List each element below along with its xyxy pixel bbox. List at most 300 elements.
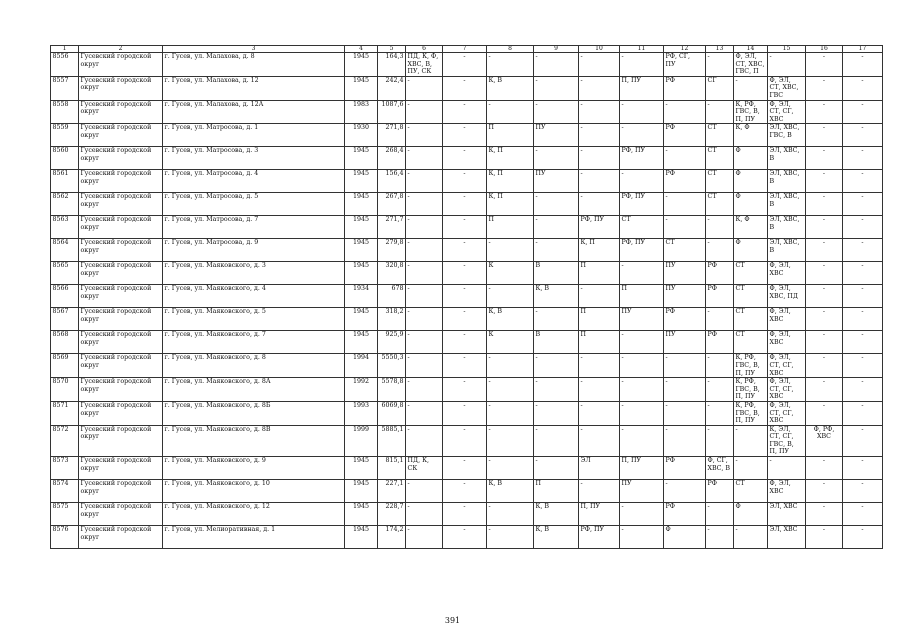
table-cell-col-9: - (534, 425, 579, 456)
table-cell-col-2: Гусевский городской округ (79, 503, 163, 526)
table-cell-col-15: Ф, ЭЛ, ХВС (768, 331, 806, 354)
table-cell-col-11: П, ПУ (620, 457, 664, 480)
table-cell-col-2: Гусевский городской округ (79, 354, 163, 378)
table-cell-col-13: СГ (706, 76, 734, 100)
table-cell-col-15: Ф, ЭЛ, СТ, СГ, ХВС (768, 354, 806, 378)
table-cell-col-2: Гусевский городской округ (79, 193, 163, 216)
table-cell-col-6: - (406, 480, 443, 503)
table-cell-col-14: К, Ф (734, 124, 768, 147)
table-cell-col-9: - (534, 147, 579, 170)
table-cell-col-5: 279,8 (378, 239, 406, 262)
table-cell-col-7: - (443, 216, 487, 239)
table-cell-col-1: 8559 (51, 124, 79, 147)
table-cell-col-7: - (443, 457, 487, 480)
table-cell-col-10: П (579, 331, 620, 354)
table-cell-col-14: СТ (734, 331, 768, 354)
table-cell-col-15: Ф, ЭЛ, ХВС (768, 262, 806, 285)
table-cell-col-17: - (843, 100, 883, 124)
table-cell-col-14: Ф (734, 503, 768, 526)
table-cell-col-7: - (443, 425, 487, 456)
table-cell-col-7: - (443, 53, 487, 77)
table-cell-col-10: РФ, ПУ (579, 526, 620, 549)
table-cell-col-17: - (843, 239, 883, 262)
table-cell-col-3: г. Гусев, ул. Маяковского, д. 7 (163, 331, 345, 354)
table-cell-col-7: - (443, 526, 487, 549)
table-cell-col-13: - (706, 425, 734, 456)
table-cell-col-5: 268,4 (378, 147, 406, 170)
table-cell-col-11: П (620, 285, 664, 308)
table-cell-col-11: - (620, 401, 664, 425)
table-row (51, 285, 883, 308)
table-cell-col-1: 8556 (51, 53, 79, 77)
table-cell-col-15: - (768, 457, 806, 480)
table-cell-col-11: - (620, 53, 664, 77)
table-cell-col-5: 164,3 (378, 53, 406, 77)
table-cell-col-6: - (406, 239, 443, 262)
table-cell-col-15: ЭЛ, ХВС, В (768, 170, 806, 193)
table-cell-col-6: - (406, 124, 443, 147)
table-row (51, 331, 883, 354)
table-cell-col-16: - (806, 239, 843, 262)
table-cell-col-6: - (406, 100, 443, 124)
table-row (51, 503, 883, 526)
table-cell-col-5: 925,9 (378, 331, 406, 354)
table-row (51, 147, 883, 170)
table-cell-col-4: 1945 (345, 76, 378, 100)
table-cell-col-16: - (806, 193, 843, 216)
table-cell-col-16: - (806, 76, 843, 100)
table-cell-col-1: 8566 (51, 285, 79, 308)
table-cell-col-6: - (406, 308, 443, 331)
table-cell-col-3: г. Гусев, ул. Маяковского, д. 3 (163, 262, 345, 285)
table-cell-col-9: П (534, 480, 579, 503)
table-cell-col-14: - (734, 457, 768, 480)
table-cell-col-5: 815,1 (378, 457, 406, 480)
table-cell-col-4: 1945 (345, 53, 378, 77)
table-cell-col-2: Гусевский городской округ (79, 53, 163, 77)
column-header-1: 1 (51, 46, 79, 53)
table-cell-col-2: Гусевский городской округ (79, 285, 163, 308)
table-row (51, 216, 883, 239)
table-cell-col-4: 1945 (345, 503, 378, 526)
table-cell-col-2: Гусевский городской округ (79, 124, 163, 147)
table-cell-col-10: - (579, 147, 620, 170)
table-cell-col-15: Ф, ЭЛ, ХВС (768, 308, 806, 331)
table-row (51, 193, 883, 216)
table-cell-col-3: г. Гусев, ул. Матросова, д. 9 (163, 239, 345, 262)
table-cell-col-9: - (534, 378, 579, 402)
table-cell-col-4: 1934 (345, 285, 378, 308)
table-cell-col-4: 1945 (345, 331, 378, 354)
table-cell-col-5: 228,7 (378, 503, 406, 526)
column-header-6: 6 (406, 46, 443, 53)
table-cell-col-14: - (734, 526, 768, 549)
table-cell-col-5: 1087,6 (378, 100, 406, 124)
table-cell-col-16: - (806, 503, 843, 526)
table-cell-col-15: ЭЛ, ХВС, В (768, 147, 806, 170)
table-cell-col-2: Гусевский городской округ (79, 308, 163, 331)
table-cell-col-10: - (579, 76, 620, 100)
table-cell-col-15: Ф, ЭЛ, СТ, ХВС, ГВС (768, 76, 806, 100)
table-cell-col-2: Гусевский городской округ (79, 216, 163, 239)
table-cell-col-13: - (706, 526, 734, 549)
table-cell-col-2: Гусевский городской округ (79, 526, 163, 549)
table-cell-col-3: г. Гусев, ул. Малахова, д. 12А (163, 100, 345, 124)
table-cell-col-11: - (620, 354, 664, 378)
table-cell-col-15: Ф, ЭЛ, СТ, СГ, ХВС (768, 378, 806, 402)
table-cell-col-16: - (806, 378, 843, 402)
table-cell-col-7: - (443, 503, 487, 526)
table-cell-col-15: Ф, ЭЛ, СТ, СГ, ХВС (768, 100, 806, 124)
table-row (51, 76, 883, 100)
table-cell-col-15: ЭЛ, ХВС (768, 503, 806, 526)
table-cell-col-6: - (406, 76, 443, 100)
table-cell-col-9: - (534, 308, 579, 331)
table-cell-col-15: ЭЛ, ХВС, В (768, 193, 806, 216)
table-cell-col-1: 8560 (51, 147, 79, 170)
table-cell-col-4: 1945 (345, 262, 378, 285)
table-cell-col-14: СТ (734, 480, 768, 503)
table-cell-col-2: Гусевский городской округ (79, 401, 163, 425)
table-cell-col-5: 271,8 (378, 124, 406, 147)
column-header-11: 11 (620, 46, 664, 53)
table-cell-col-14: СТ (734, 262, 768, 285)
table-row (51, 457, 883, 480)
column-header-9: 9 (534, 46, 579, 53)
table-cell-col-9: К, В (534, 526, 579, 549)
table-cell-col-13: - (706, 354, 734, 378)
table-cell-col-17: - (843, 457, 883, 480)
table-cell-col-5: 156,4 (378, 170, 406, 193)
table-cell-col-14: СТ (734, 308, 768, 331)
table-cell-col-15: ЭЛ, ХВС (768, 526, 806, 549)
table-cell-col-16: - (806, 457, 843, 480)
table-cell-col-17: - (843, 262, 883, 285)
table-cell-col-3: г. Гусев, ул. Мелиоративная, д. 1 (163, 526, 345, 549)
table-cell-col-17: - (843, 193, 883, 216)
table-cell-col-6: - (406, 354, 443, 378)
page-number: 391 (444, 616, 461, 625)
table-cell-col-10: П (579, 262, 620, 285)
table-cell-col-13: - (706, 53, 734, 77)
table-cell-col-1: 8557 (51, 76, 79, 100)
table-cell-col-9: ПУ (534, 124, 579, 147)
column-header-15: 15 (768, 46, 806, 53)
table-cell-col-7: - (443, 193, 487, 216)
table-cell-col-8: - (487, 401, 534, 425)
table-cell-col-12: - (664, 480, 706, 503)
table-cell-col-4: 1930 (345, 124, 378, 147)
table-cell-col-2: Гусевский городской округ (79, 100, 163, 124)
table-cell-col-17: - (843, 480, 883, 503)
table-cell-col-8: - (487, 503, 534, 526)
table-cell-col-10: К, П (579, 239, 620, 262)
table-cell-col-12: ПУ (664, 331, 706, 354)
table-cell-col-12: - (664, 354, 706, 378)
table-cell-col-3: г. Гусев, ул. Малахова, д. 8 (163, 53, 345, 77)
table-cell-col-16: - (806, 53, 843, 77)
table-cell-col-10: - (579, 401, 620, 425)
table-cell-col-1: 8571 (51, 401, 79, 425)
table-cell-col-11: - (620, 378, 664, 402)
table-cell-col-6: - (406, 147, 443, 170)
table-cell-col-11: СТ (620, 216, 664, 239)
table-cell-col-16: - (806, 331, 843, 354)
table-cell-col-12: РФ (664, 170, 706, 193)
table-cell-col-1: 8572 (51, 425, 79, 456)
table-cell-col-3: г. Гусев, ул. Матросова, д. 4 (163, 170, 345, 193)
table-cell-col-6: - (406, 262, 443, 285)
table-cell-col-5: 5550,3 (378, 354, 406, 378)
table-cell-col-7: - (443, 124, 487, 147)
table-row (51, 480, 883, 503)
table-cell-col-3: г. Гусев, ул. Маяковского, д. 8В (163, 425, 345, 456)
table-cell-col-6: - (406, 503, 443, 526)
table-cell-col-1: 8563 (51, 216, 79, 239)
table-cell-col-9: - (534, 76, 579, 100)
table-row (51, 100, 883, 124)
column-header-8: 8 (487, 46, 534, 53)
table-cell-col-7: - (443, 170, 487, 193)
table-cell-col-13: - (706, 401, 734, 425)
table-cell-col-9: - (534, 100, 579, 124)
table-cell-col-13: СТ (706, 147, 734, 170)
table-cell-col-12: РФ (664, 124, 706, 147)
table-cell-col-10: - (579, 170, 620, 193)
table-cell-col-14: Ф (734, 147, 768, 170)
table-cell-col-8: П (487, 124, 534, 147)
table-row (51, 354, 883, 378)
table-cell-col-6: - (406, 401, 443, 425)
table-cell-col-17: - (843, 285, 883, 308)
table-cell-col-10: - (579, 378, 620, 402)
table-cell-col-13: - (706, 503, 734, 526)
table-cell-col-11: РФ, ПУ (620, 147, 664, 170)
table-cell-col-14: К, РФ, ГВС, В, П, ПУ (734, 378, 768, 402)
table-cell-col-16: - (806, 124, 843, 147)
table-cell-col-15: Ф, ЭЛ, ХВС, ПД (768, 285, 806, 308)
table-cell-col-9: В (534, 331, 579, 354)
table-cell-col-9: В (534, 262, 579, 285)
table-cell-col-7: - (443, 285, 487, 308)
table-cell-col-8: - (487, 53, 534, 77)
table-cell-col-7: - (443, 76, 487, 100)
table-cell-col-5: 5578,8 (378, 378, 406, 402)
table-cell-col-6: ПД, К, Ф, ХВС, В, ПУ, СК (406, 53, 443, 77)
table-cell-col-17: - (843, 308, 883, 331)
table-cell-col-3: г. Гусев, ул. Малахова, д. 12 (163, 76, 345, 100)
table-cell-col-14: СТ (734, 285, 768, 308)
table-cell-col-4: 1993 (345, 401, 378, 425)
table-cell-col-3: г. Гусев, ул. Маяковского, д. 8А (163, 378, 345, 402)
table-cell-col-4: 1992 (345, 378, 378, 402)
table-cell-col-13: - (706, 100, 734, 124)
table-cell-col-4: 1945 (345, 526, 378, 549)
table-cell-col-6: - (406, 285, 443, 308)
column-header-12: 12 (664, 46, 706, 53)
table-cell-col-9: - (534, 239, 579, 262)
table-cell-col-2: Гусевский городской округ (79, 457, 163, 480)
table-cell-col-12: - (664, 147, 706, 170)
table-cell-col-6: - (406, 193, 443, 216)
table-cell-col-8: К, П (487, 193, 534, 216)
table-cell-col-11: - (620, 331, 664, 354)
table-cell-col-1: 8574 (51, 480, 79, 503)
table-cell-col-8: К (487, 331, 534, 354)
column-header-13: 13 (706, 46, 734, 53)
table-cell-col-11: - (620, 526, 664, 549)
table-cell-col-5: 6069,8 (378, 401, 406, 425)
table-cell-col-13: РФ (706, 262, 734, 285)
table-cell-col-12: - (664, 216, 706, 239)
table-cell-col-9: - (534, 457, 579, 480)
table-cell-col-6: - (406, 425, 443, 456)
table-cell-col-2: Гусевский городской округ (79, 170, 163, 193)
table-cell-col-9: ПУ (534, 170, 579, 193)
table-cell-col-3: г. Гусев, ул. Маяковского, д. 4 (163, 285, 345, 308)
table-cell-col-12: - (664, 100, 706, 124)
table-row (51, 308, 883, 331)
table-cell-col-14: К, РФ, ГВС, В, П, ПУ (734, 100, 768, 124)
table-cell-col-10: - (579, 53, 620, 77)
column-header-4: 4 (345, 46, 378, 53)
table-cell-col-6: - (406, 216, 443, 239)
table-cell-col-16: - (806, 147, 843, 170)
table-cell-col-6: - (406, 331, 443, 354)
table-cell-col-15: Ф, ЭЛ, ХВС (768, 480, 806, 503)
table-cell-col-3: г. Гусев, ул. Маяковского, д. 12 (163, 503, 345, 526)
table-cell-col-13: РФ (706, 285, 734, 308)
table-cell-col-1: 8576 (51, 526, 79, 549)
table-cell-col-12: Ф (664, 526, 706, 549)
table-cell-col-12: ПУ (664, 262, 706, 285)
table-cell-col-16: - (806, 285, 843, 308)
table-cell-col-14: Ф (734, 239, 768, 262)
table-cell-col-15: Ф, ЭЛ, СТ, СГ, ХВС (768, 401, 806, 425)
column-header-16: 16 (806, 46, 843, 53)
header-row (51, 46, 883, 53)
table-cell-col-16: - (806, 216, 843, 239)
table-cell-col-2: Гусевский городской округ (79, 425, 163, 456)
column-header-10: 10 (579, 46, 620, 53)
table-cell-col-1: 8562 (51, 193, 79, 216)
table-cell-col-1: 8567 (51, 308, 79, 331)
table-cell-col-13: - (706, 308, 734, 331)
table-row (51, 425, 883, 456)
table-cell-col-10: РФ, ПУ (579, 216, 620, 239)
table-cell-col-12: РФ (664, 503, 706, 526)
table-cell-col-11: РФ, ПУ (620, 193, 664, 216)
table-cell-col-7: - (443, 354, 487, 378)
table-cell-col-17: - (843, 354, 883, 378)
table-cell-col-15: - (768, 53, 806, 77)
table-cell-col-9: - (534, 216, 579, 239)
table-cell-col-4: 1983 (345, 100, 378, 124)
table-row (51, 239, 883, 262)
table-cell-col-13: СТ (706, 170, 734, 193)
table-cell-col-11: - (620, 100, 664, 124)
table-cell-col-2: Гусевский городской округ (79, 239, 163, 262)
table-cell-col-6: - (406, 170, 443, 193)
table-cell-col-11: П, ПУ (620, 76, 664, 100)
table-cell-col-17: - (843, 425, 883, 456)
table-cell-col-16: - (806, 100, 843, 124)
table-cell-col-2: Гусевский городской округ (79, 480, 163, 503)
table-cell-col-5: 5885,1 (378, 425, 406, 456)
table-cell-col-8: - (487, 354, 534, 378)
table-cell-col-1: 8558 (51, 100, 79, 124)
table-cell-col-1: 8565 (51, 262, 79, 285)
table-cell-col-4: 1945 (345, 193, 378, 216)
table-cell-col-7: - (443, 239, 487, 262)
table-cell-col-14: К, РФ, ГВС, В, П, ПУ (734, 354, 768, 378)
table-cell-col-8: - (487, 239, 534, 262)
table-cell-col-1: 8564 (51, 239, 79, 262)
table-cell-col-12: - (664, 193, 706, 216)
housing-table (50, 45, 883, 549)
table-cell-col-4: 1945 (345, 170, 378, 193)
table-cell-col-1: 8568 (51, 331, 79, 354)
table-cell-col-8: К, В (487, 480, 534, 503)
table-row (51, 124, 883, 147)
table-cell-col-2: Гусевский городской округ (79, 262, 163, 285)
table-cell-col-5: 227,1 (378, 480, 406, 503)
table-cell-col-3: г. Гусев, ул. Матросова, д. 3 (163, 147, 345, 170)
table-cell-col-12: СТ (664, 239, 706, 262)
table-cell-col-17: - (843, 170, 883, 193)
table-cell-col-11: - (620, 124, 664, 147)
table-cell-col-2: Гусевский городской округ (79, 147, 163, 170)
table-cell-col-10: ЭЛ (579, 457, 620, 480)
table-cell-col-12: - (664, 378, 706, 402)
table-cell-col-4: 1945 (345, 480, 378, 503)
table-cell-col-11: ПУ (620, 308, 664, 331)
table-row (51, 170, 883, 193)
table-cell-col-3: г. Гусев, ул. Маяковского, д. 5 (163, 308, 345, 331)
table-cell-col-15: ЭЛ, ХВС, ГВС, В (768, 124, 806, 147)
table-cell-col-17: - (843, 401, 883, 425)
column-header-5: 5 (378, 46, 406, 53)
table-cell-col-8: К, В (487, 76, 534, 100)
table-cell-col-4: 1945 (345, 308, 378, 331)
table-cell-col-16: - (806, 170, 843, 193)
table-cell-col-5: 271,7 (378, 216, 406, 239)
table-cell-col-4: 1994 (345, 354, 378, 378)
table-cell-col-10: - (579, 285, 620, 308)
table-cell-col-2: Гусевский городской округ (79, 331, 163, 354)
table-cell-col-10: П (579, 308, 620, 331)
table-cell-col-14: Ф, ЭЛ, СТ, ХВС, ГВС, П (734, 53, 768, 77)
column-header-2: 2 (79, 46, 163, 53)
table-cell-col-10: - (579, 354, 620, 378)
table-cell-col-17: - (843, 331, 883, 354)
table-cell-col-8: - (487, 378, 534, 402)
table-cell-col-14: К, РФ, ГВС, В, П, ПУ (734, 401, 768, 425)
table-cell-col-10: - (579, 124, 620, 147)
table-cell-col-11: - (620, 262, 664, 285)
table-cell-col-13: СТ (706, 193, 734, 216)
table-cell-col-15: ЭЛ, ХВС, В (768, 239, 806, 262)
table-cell-col-7: - (443, 480, 487, 503)
table-cell-col-9: К, В (534, 285, 579, 308)
table-cell-col-13: Ф, СГ, ХВС, В (706, 457, 734, 480)
table-cell-col-11: ПУ (620, 480, 664, 503)
table-row (51, 262, 883, 285)
table-cell-col-7: - (443, 331, 487, 354)
table-cell-col-14: - (734, 425, 768, 456)
table-cell-col-8: К (487, 262, 534, 285)
table-cell-col-16: - (806, 262, 843, 285)
